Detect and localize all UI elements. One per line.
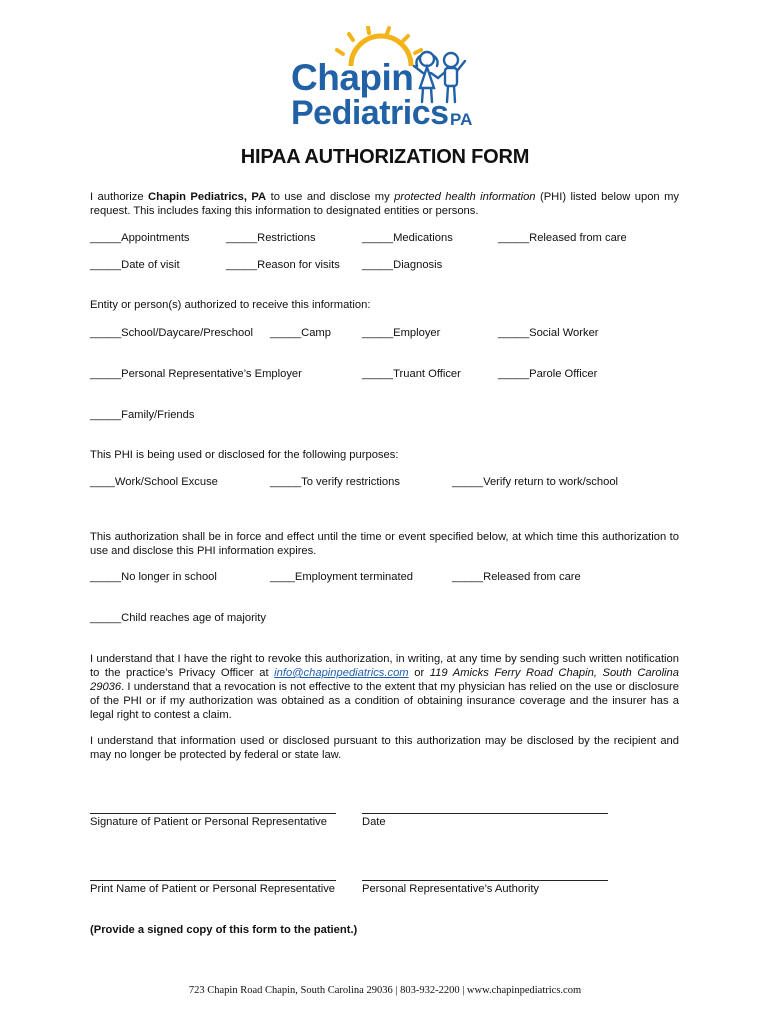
intro-phi-term: protected health information <box>394 191 536 203</box>
checkbox-employment-terminated[interactable]: ____Employment terminated <box>270 571 414 583</box>
chapin-pediatrics-logo <box>287 26 487 134</box>
signature-label: Signature of Patient or Personal Representative <box>90 816 327 828</box>
purposes-heading: This PHI is being used or disclosed for the following purposes: <box>90 449 399 461</box>
checkbox-appointments[interactable]: _____Appointments <box>90 232 190 244</box>
checkbox-diagnosis[interactable]: _____Diagnosis <box>362 259 443 271</box>
intro-text: (PHI) listed below upon my request. This includes faxing this information to designated entities or persons. <box>90 191 679 217</box>
checkbox-rep-employer[interactable]: _____Personal Representative’s Employer <box>90 368 302 380</box>
checkbox-reason-for-visits[interactable]: _____Reason for visits <box>226 259 340 271</box>
authority-line[interactable] <box>362 880 608 881</box>
privacy-officer-email-link[interactable]: info@chapinpediatrics.com <box>274 667 409 679</box>
checkbox-parole-officer[interactable]: _____Parole Officer <box>498 368 598 380</box>
checkbox-verify-return[interactable]: _____Verify return to work/school <box>452 476 619 488</box>
checkbox-employer[interactable]: _____Employer <box>362 327 441 339</box>
intro-text: I authorize <box>90 191 149 203</box>
intro-org-name: Chapin Pediatrics, PA <box>148 191 267 203</box>
form-title: HIPAA AUTHORIZATION FORM <box>240 146 530 168</box>
checkbox-expiry-released-from-care[interactable]: _____Released from care <box>452 571 581 583</box>
checkbox-date-of-visit[interactable]: _____Date of visit <box>90 259 180 271</box>
checkbox-social-worker[interactable]: _____Social Worker <box>498 327 599 339</box>
checkbox-medications[interactable]: _____Medications <box>362 232 453 244</box>
date-line[interactable] <box>362 813 608 814</box>
logo-wordmark-chapin: Chapin <box>291 57 414 98</box>
revocation-text: . I understand that a revocation is not effective to the extent that my physician has relied on the use or disclosure of the PHI or if my authorization was obtained as a condition of obtaining insurance coverage and the insurer has a legal right to contest a claim. <box>90 681 679 721</box>
checkbox-restrictions[interactable]: _____Restrictions <box>226 232 316 244</box>
checkbox-released-from-care[interactable]: _____Released from care <box>498 232 627 244</box>
signature-line[interactable] <box>90 813 336 814</box>
logo-wordmark-pa: PA <box>450 110 473 129</box>
footer-contact: 723 Chapin Road Chapin, South Carolina 29036 | 803-932-2200 | www.chapinpediatrics.com <box>188 985 582 996</box>
date-label: Date <box>362 816 386 828</box>
print-name-label: Print Name of Patient or Personal Representative <box>90 883 336 895</box>
checkbox-work-school-excuse[interactable]: ____Work/School Excuse <box>90 476 218 488</box>
recipients-heading: Entity or person(s) authorized to receive this information: <box>90 299 371 311</box>
intro-text: to use and disclose my <box>266 191 395 203</box>
logo-wordmark-pediatrics: Pediatrics <box>291 94 449 132</box>
revocation-statement <box>90 652 679 722</box>
print-name-line[interactable] <box>90 880 336 881</box>
signed-copy-note: (Provide a signed copy of this form to the patient.) <box>90 924 358 936</box>
redisclosure-statement: I understand that information used or disclosed pursuant to this authorization may be disclosed by the recipient and may no longer be protected by federal or state law. <box>90 735 679 761</box>
checkbox-truant-officer[interactable]: _____Truant Officer <box>362 368 461 380</box>
checkbox-school-daycare[interactable]: _____School/Daycare/Preschool <box>90 327 253 339</box>
checkbox-family-friends[interactable]: _____Family/Friends <box>90 409 195 421</box>
authority-label: Personal Representative’s Authority <box>362 883 540 895</box>
expiry-statement: This authorization shall be in force and effect until the time or event specified below, at which time this authorization to use and disclose this PHI information expires. <box>90 531 679 557</box>
privacy-officer-address: 119 Amicks Ferry Road Chapin, South Carolina 29036 <box>90 667 679 693</box>
authorization-intro <box>90 190 679 218</box>
revocation-text: I understand that I have the right to revoke this authorization, in writing, at any time by sending such written notification to the practice’s Privacy Officer at <box>90 653 679 679</box>
checkbox-age-of-majority[interactable]: _____Child reaches age of majority <box>90 612 266 624</box>
revocation-text: or <box>408 667 430 679</box>
checkbox-no-longer-in-school[interactable]: _____No longer in school <box>90 571 217 583</box>
checkbox-camp[interactable]: _____Camp <box>270 327 331 339</box>
checkbox-verify-restrictions[interactable]: _____To verify restrictions <box>270 476 400 488</box>
